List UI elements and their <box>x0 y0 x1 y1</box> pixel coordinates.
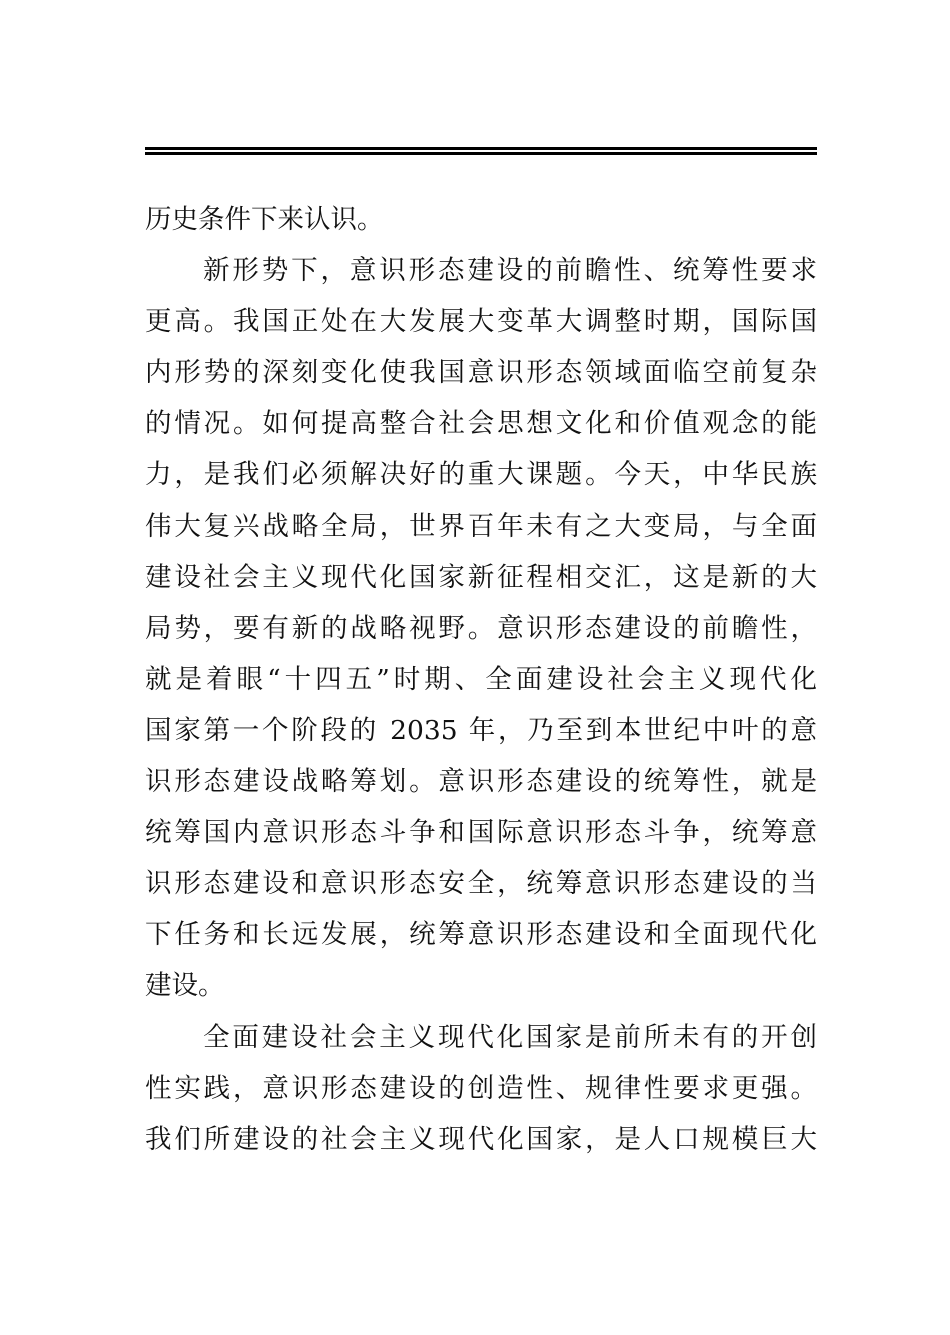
text-line: 建设社会主义现代化国家新征程相交汇，这是新的大 <box>145 561 817 593</box>
body-text <box>145 194 817 1165</box>
text-line: 性实践，意识形态建设的创造性、规律性要求更强。 <box>145 1072 817 1104</box>
text-line: 历史条件下来认识。 <box>145 204 384 235</box>
text-line: 下任务和长远发展，统筹意识形态建设和全面现代化 <box>145 919 817 951</box>
text-line: 识形态建设战略筹划。意识形态建设的统筹性，就是 <box>145 766 817 798</box>
text-line: 就是着眼“十四五”时期、全面建设社会主义现代化 <box>145 663 817 695</box>
text-line: 我们所建设的社会主义现代化国家，是人口规模巨大 <box>145 1123 817 1155</box>
text-line: 更高。我国正处在大发展大变革大调整时期，国际国 <box>145 306 817 338</box>
text-line: 统筹国内意识形态斗争和国际意识形态斗争，统筹意 <box>145 817 817 849</box>
text-line: 内形势的深刻变化使我国意识形态领域面临空前复杂 <box>145 357 817 389</box>
text-line: 力，是我们必须解决好的重大课题。今天，中华民族 <box>145 459 817 491</box>
header-rule-top <box>145 147 817 150</box>
text-line: 建设。 <box>145 970 225 1002</box>
text-line: 识形态建设和意识形态安全，统筹意识形态建设的当 <box>145 868 817 900</box>
text-line: 伟大复兴战略全局，世界百年未有之大变局，与全面 <box>145 510 817 542</box>
text-line: 的情况。如何提高整合社会思想文化和价值观念的能 <box>145 408 817 440</box>
text-line: 国家第一个阶段的 2035 年，乃至到本世纪中叶的意 <box>145 714 817 746</box>
paragraph-start-line: 新形势下，意识形态建设的前瞻性、统筹性要求 <box>203 255 817 287</box>
text-line: 局势，要有新的战略视野。意识形态建设的前瞻性， <box>145 612 817 644</box>
paragraph-start-line: 全面建设社会主义现代化国家是前所未有的开创 <box>203 1021 817 1053</box>
header-rule-bottom <box>145 152 817 155</box>
